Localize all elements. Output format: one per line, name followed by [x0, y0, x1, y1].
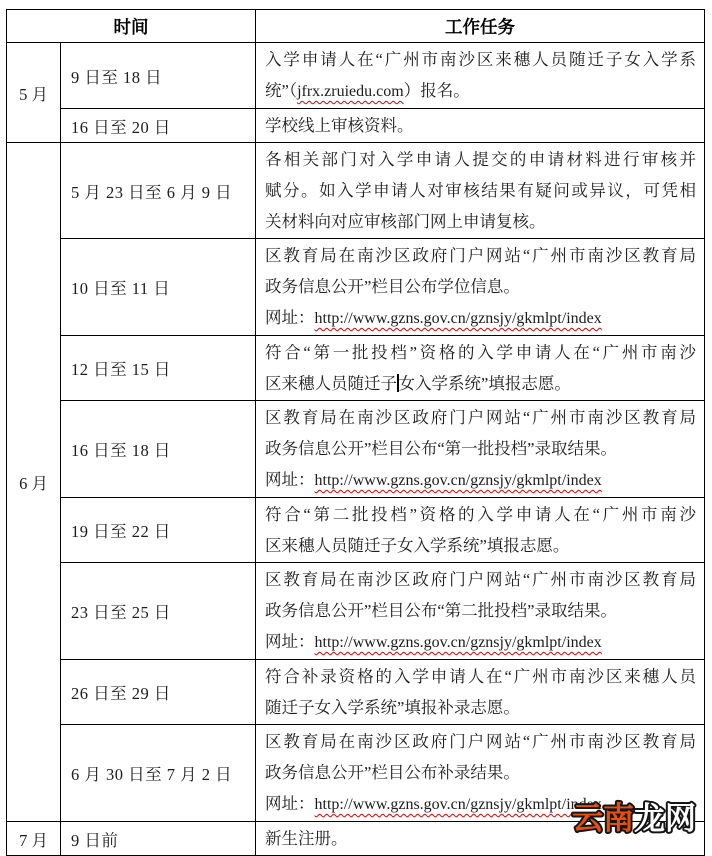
task-text: 区来穗人员随迁子女入学系统”填报志愿。 [265, 536, 570, 555]
date-range-cell: 12 日至 15 日 [61, 336, 256, 401]
task-line [265, 564, 696, 595]
date-range-cell: 9 日前 [61, 822, 256, 856]
table-row [7, 336, 705, 401]
task-line [265, 271, 696, 302]
task-line [265, 626, 696, 658]
task-line [265, 757, 696, 788]
task-text: 符合“第一批投档”资格的入学申请人在“广州市南沙 [265, 343, 696, 362]
table-row [7, 43, 705, 109]
watermark-text-right: 龙网 [634, 801, 696, 836]
date-range-cell: 10 日至 11 日 [61, 239, 256, 336]
task-line [265, 175, 696, 206]
task-line [265, 302, 696, 334]
task-cell [256, 143, 705, 239]
task-text: 新生注册。 [265, 829, 348, 848]
task-line [265, 144, 696, 175]
date-range-cell: 9 日至 18 日 [61, 43, 256, 109]
header-row [7, 10, 705, 43]
task-line [265, 44, 696, 75]
schedule-body [7, 10, 705, 856]
watermark-svg [570, 796, 710, 842]
document-page [6, 9, 705, 856]
task-line [265, 433, 696, 464]
task-cell [256, 660, 705, 725]
task-cell [256, 43, 705, 109]
task-cell [256, 563, 705, 660]
task-text: 关材料向对应审核部门网上申请复核。 [265, 212, 546, 231]
task-line [265, 402, 696, 433]
table-row [7, 498, 705, 563]
month-cell: 6 月 [7, 143, 61, 822]
task-text: 各相关部门对入学申请人提交的申请材料进行审核并 [265, 150, 696, 169]
task-cell [256, 109, 705, 143]
task-line [265, 240, 696, 271]
task-line [265, 726, 696, 757]
task-text: 网址： [265, 308, 315, 327]
task-line [265, 110, 696, 141]
task-text: 网址： [265, 470, 315, 489]
task-line [265, 499, 696, 530]
task-text: 赋分。如入学申请人对审核结果有疑问或异议，可凭相 [265, 181, 696, 200]
task-text: 符合“第二批投档”资格的入学申请人在“广州市南沙 [265, 505, 696, 524]
task-text: ）报名。 [403, 81, 470, 100]
task-text: 入学申请人在“广州市南沙区来穗人员随迁子女入学系 [265, 50, 696, 69]
col-header-time: 时间 [7, 10, 256, 43]
task-text: 政务信息公开”栏目公布“第二批投档”录取结果。 [265, 601, 617, 620]
task-line [265, 368, 696, 399]
task-line [265, 530, 696, 561]
task-line [265, 595, 696, 626]
svg-text:云南龙网 [572, 801, 696, 836]
task-text: 政务信息公开”栏目公布补录结果。 [265, 763, 520, 782]
task-text: 网址： [265, 794, 315, 813]
date-range-cell: 19 日至 22 日 [61, 498, 256, 563]
task-text: 区教育局在南沙区政府门户网站“广州市南沙区教育局 [265, 570, 696, 589]
schedule-table [6, 9, 705, 856]
month-cell: 7 月 [7, 822, 61, 856]
task-line [265, 661, 696, 692]
task-text: 政务信息公开”栏目公布学位信息。 [265, 277, 520, 296]
url-text[interactable]: http://www.gzns.gov.cn/gznsjy/gkmlpt/index [314, 634, 602, 651]
task-text: 区教育局在南沙区政府门户网站“广州市南沙区教育局 [265, 408, 696, 427]
date-range-cell: 26 日至 29 日 [61, 660, 256, 725]
task-text: 网址： [265, 632, 315, 651]
date-range-cell: 16 日至 20 日 [61, 109, 256, 143]
task-text: 学校线上审核资料。 [265, 116, 414, 135]
date-range-cell: 23 日至 25 日 [61, 563, 256, 660]
task-line [265, 75, 696, 107]
task-cell [256, 336, 705, 401]
table-row [7, 239, 705, 336]
task-text: 符合补录资格的入学申请人在“广州市南沙区来穗人员 [265, 667, 696, 686]
watermark-text-left: 云南 [572, 801, 634, 836]
table-row [7, 660, 705, 725]
table-row [7, 563, 705, 660]
task-line [265, 692, 696, 723]
task-text: 随迁子女入学系统”填报补录志愿。 [265, 698, 520, 717]
task-cell [256, 401, 705, 498]
task-text: 女入学系统”填报志愿。 [398, 374, 571, 393]
table-row [7, 143, 705, 239]
task-text: 区来穗人员随迁子 [265, 374, 397, 393]
date-range-cell: 5 月 23 日至 6 月 9 日 [61, 143, 256, 239]
url-text[interactable]: jfrx.zruiedu.com [297, 83, 404, 100]
table-row [7, 109, 705, 143]
task-line [265, 337, 696, 368]
task-text: 政务信息公开”栏目公布“第一批投档”录取结果。 [265, 439, 617, 458]
url-text[interactable]: http://www.gzns.gov.cn/gznsjy/gkmlpt/index [314, 310, 602, 327]
url-text[interactable]: http://www.gzns.gov.cn/gznsjy/gkmlpt/index [314, 472, 602, 489]
date-range-cell: 6 月 30 日至 7 月 2 日 [61, 725, 256, 822]
table-row [7, 401, 705, 498]
col-header-task: 工作任务 [256, 10, 705, 43]
task-cell [256, 498, 705, 563]
task-text: 统”（ [265, 81, 298, 100]
task-line [265, 464, 696, 496]
task-line [265, 206, 696, 237]
task-cell [256, 239, 705, 336]
month-cell: 5 月 [7, 43, 61, 143]
url-text[interactable]: http://www.gzns.gov.cn/gznsjy/gkmlpt/index [314, 796, 602, 813]
date-range-cell: 16 日至 18 日 [61, 401, 256, 498]
watermark-logo [570, 796, 710, 842]
task-text: 区教育局在南沙区政府门户网站“广州市南沙区教育局 [265, 732, 696, 751]
task-text: 区教育局在南沙区政府门户网站“广州市南沙区教育局 [265, 246, 696, 265]
